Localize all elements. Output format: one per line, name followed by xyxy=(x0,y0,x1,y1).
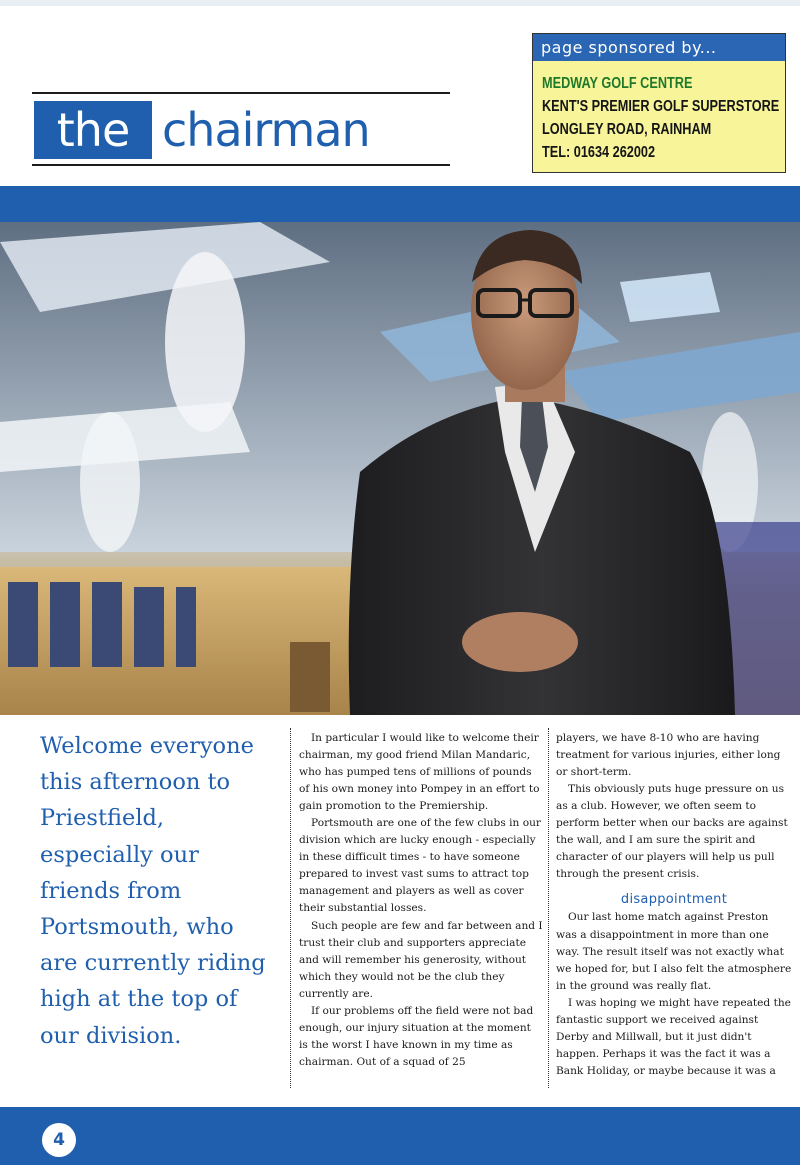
article-column-2 xyxy=(556,730,792,1080)
sponsor-phone: TEL: 01634 262002 xyxy=(542,144,656,161)
chairman-photo-illustration xyxy=(0,222,800,715)
sponsor-details xyxy=(533,61,785,172)
col1-paragraph: If our problems off the field were not bad enough, our injury situation at the moment is the worst I have known in my time as chairman. Out of a squad of 25 xyxy=(299,1004,534,1068)
footer-blue-band xyxy=(0,1107,800,1165)
title-rule-top xyxy=(32,92,450,94)
sponsor-address: LONGLEY ROAD, RAINHAM xyxy=(542,121,712,138)
col1-paragraph: Portsmouth are one of the few clubs in our division which are lucky enough - especially in these difficult times - to have someone prepared to invest vast sums to attract top management and players as well as cover their substantial losses. xyxy=(299,817,541,915)
title-chairman: chairman xyxy=(162,103,370,157)
title-the: the xyxy=(34,101,152,159)
chairman-photo xyxy=(0,222,800,715)
top-strip xyxy=(0,0,800,6)
sponsor-box xyxy=(532,33,786,173)
sponsor-tagline: KENT'S PREMIER GOLF SUPERSTORE xyxy=(542,98,780,115)
col1-paragraph: Such people are few and far between and I trust their club and supporters appreciate and will remember his generosity, without which they would not be the club they currently are. xyxy=(299,919,543,1000)
column-divider-2 xyxy=(548,728,549,1088)
col1-paragraph: In particular I would like to welcome their chairman, my good friend Milan Mandaric, who has pumped tens of millions of pounds of his own money into Pompey in an effort to gain promotion to the Premiership. xyxy=(299,732,540,813)
article-column-1 xyxy=(299,730,543,1071)
col2-paragraph: Our last home match against Preston was a disappointment in more than one way. The result itself was not exactly what we hoped for, but I also felt the atmosphere in the ground was really flat. xyxy=(556,911,792,992)
title-rule-bottom xyxy=(32,164,450,166)
column-divider-1 xyxy=(290,728,291,1088)
subheading-disappointment: disappointment xyxy=(620,892,728,908)
page-number: 4 xyxy=(42,1123,76,1157)
pull-quote: Welcome everyone this afternoon to Priestfield, especially our friends from Portsmouth, who are currently riding high at the top of our division. xyxy=(40,733,266,1049)
sponsor-name: MEDWAY GOLF CENTRE xyxy=(542,75,693,92)
col2-lead: players, we have 8-10 who are having treatment for various injuries, either long or short-term. xyxy=(556,732,781,779)
sponsor-heading: page sponsored by... xyxy=(533,34,785,61)
col2-paragraph: I was hoping we might have repeated the fantastic support we received against Derby and Millwall, but it just didn't happen. Perhaps it was the fact it was a Bank Holiday, or maybe because it was a xyxy=(556,996,791,1077)
header-blue-band xyxy=(0,186,800,222)
col2-paragraph: This obviously puts huge pressure on us as a club. However, we often seem to perform better when our backs are against the wall, and I am sure the spirit and character of our players will help us pull through the present crisis. xyxy=(556,783,788,881)
